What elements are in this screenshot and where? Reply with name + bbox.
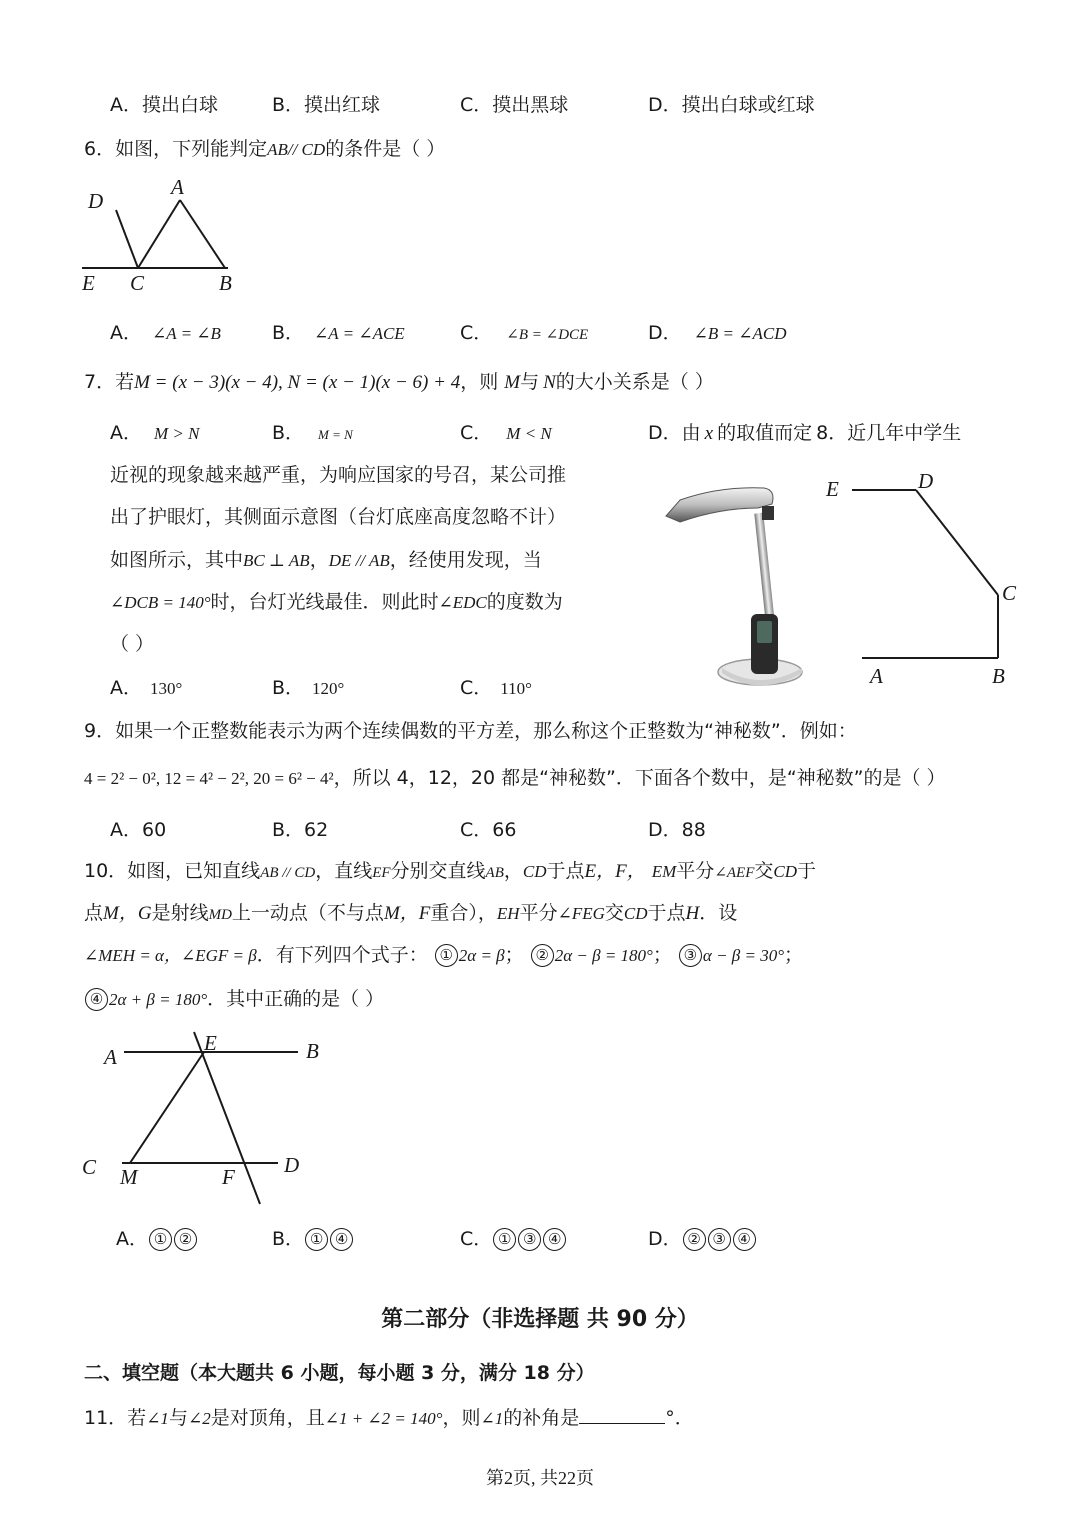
q10-label-m: M <box>120 1165 138 1189</box>
section-fill-in-heading: 二、填空题（本大题共 6 小题，每小题 3 分，满分 18 分） <box>84 1362 595 1384</box>
q9-option-a: A．60 <box>110 819 167 841</box>
q10-option-c: C． ① ③ ④ <box>460 1224 567 1251</box>
q8-option-b: B． 120° <box>272 677 345 699</box>
q10-line-4: ④ 2α + β = 180°．其中正确的是（ ） <box>84 984 384 1011</box>
lamp-display <box>757 621 772 643</box>
q6-segment-ab <box>180 200 225 268</box>
q6-label-a: A <box>171 175 184 199</box>
q5-option-b: B．摸出红球 <box>272 94 381 116</box>
q9-option-c: C．66 <box>460 819 517 841</box>
page-footer: 第2页, 共22页 <box>486 1468 594 1488</box>
q10-option-d: D． ② ③ ④ <box>648 1224 757 1251</box>
q11-answer-blank[interactable] <box>579 1405 665 1424</box>
q10-label-c: C <box>82 1155 97 1179</box>
q6-option-c: C． ∠B = ∠DCE <box>460 322 589 344</box>
q9-line-2: 4 = 2² − 0², 12 = 4² − 2², 20 = 6² − 4²，所以 4，12，20 都是“神秘数”．下面各个数中，是“神秘数”的是（ ） <box>84 767 946 789</box>
q7-option-d: D．由 x 的取值而定 8．近几年中学生 <box>648 422 962 444</box>
q8-line-4: 如图所示，其中BC ⊥ AB，DE // AB，经使用发现，当 <box>110 549 542 571</box>
q6-figure <box>76 170 246 300</box>
q8-option-a: A． 130° <box>110 677 183 699</box>
q8-label-b: B <box>992 664 1005 688</box>
q11-stem: 11．若∠1与∠2是对顶角，且∠1 + ∠2 = 140°，则∠1的补角是 °． <box>84 1407 694 1429</box>
q9-option-b: B．62 <box>272 819 329 841</box>
circled-1: ① <box>435 944 458 967</box>
q9-option-d: D．88 <box>648 819 706 841</box>
q8-line-5: ∠DCB = 140°时，台灯光线最佳．则此时∠EDC的度数为 <box>110 591 563 613</box>
q8-label-e: E <box>826 477 839 501</box>
q8-label-a: A <box>870 664 883 688</box>
q7-option-a: A． M > N <box>110 422 200 444</box>
q10-label-f: F <box>222 1165 235 1189</box>
q10-line-1: 10．如图，已知直线AB // CD，直线EF分别交直线AB，CD于点E，F， EM平分∠AEF交CD于 <box>84 860 817 882</box>
q10-label-d: D <box>284 1153 300 1177</box>
q6-stem: 6．如图，下列能判定AB// CD的条件是（ ） <box>84 138 446 160</box>
q6-option-a: A． ∠A = ∠B <box>110 322 221 344</box>
q10-figure <box>76 1026 336 1211</box>
q5-option-a: A．摸出白球 <box>110 94 218 116</box>
q8-label-c: C <box>1002 581 1017 605</box>
q6-option-b: B． ∠A = ∠ACE <box>272 322 405 344</box>
lamp-pole <box>754 513 774 623</box>
q6-segment-dc <box>116 210 138 268</box>
q8-segment-dc <box>916 490 998 595</box>
circled-2: ② <box>531 944 554 967</box>
part-two-title: 第二部分（非选择题 共 90 分） <box>381 1307 699 1332</box>
q10-label-b: B <box>306 1039 319 1063</box>
q8-line-2: 近视的现象越来越严重，为响应国家的号召，某公司推 <box>110 464 567 486</box>
circled-4: ④ <box>85 988 108 1011</box>
q6-option-d: D． ∠B = ∠ACD <box>648 322 787 344</box>
q6-label-c: C <box>130 271 145 295</box>
circled-3: ③ <box>679 944 702 967</box>
q6-label-d: D <box>88 189 104 213</box>
q10-label-e: E <box>204 1031 217 1055</box>
q8-line-3: 出了护眼灯，其侧面示意图（台灯底座高度忽略不计） <box>110 506 567 528</box>
q5-option-c: C．摸出黑球 <box>460 94 569 116</box>
q10-option-a: A． ① ② <box>116 1224 198 1251</box>
q7-stem: 7．若M = (x − 3)(x − 4), N = (x − 1)(x − 6) + 4，则 M与 N的大小关系是（ ） <box>84 371 714 393</box>
q6-label-e: E <box>82 271 95 295</box>
q8-figure <box>820 462 1030 692</box>
q8-option-c: C． 110° <box>460 677 532 699</box>
q9-line-1: 9．如果一个正整数能表示为两个连续偶数的平方差，那么称这个正整数为“神秘数”．例如： <box>84 720 857 742</box>
q6-label-b: B <box>219 271 232 295</box>
q8-label-d: D <box>918 469 934 493</box>
q10-segment-em <box>130 1052 204 1163</box>
q10-line-3: ∠MEH = α，∠EGF = β．有下列四个式子： ① 2α = β； ② 2α − β = 180°； ③ α − β = 30°； <box>84 944 804 966</box>
q5-option-d: D．摸出白球或红球 <box>648 94 815 116</box>
q10-option-b: B． ① ④ <box>272 1224 354 1251</box>
desk-lamp-illustration <box>660 478 810 698</box>
q6-segment-ca <box>138 200 180 268</box>
q10-line-2: 点M，G是射线MD上一动点（不与点M，F重合），EH平分∠FEG交CD于点H．设 <box>84 902 738 924</box>
q10-label-a: A <box>104 1045 117 1069</box>
q7-option-c: C． M < N <box>460 422 552 444</box>
q7-option-b: B． M = N <box>272 422 353 444</box>
q8-line-6: （ ） <box>110 633 155 655</box>
